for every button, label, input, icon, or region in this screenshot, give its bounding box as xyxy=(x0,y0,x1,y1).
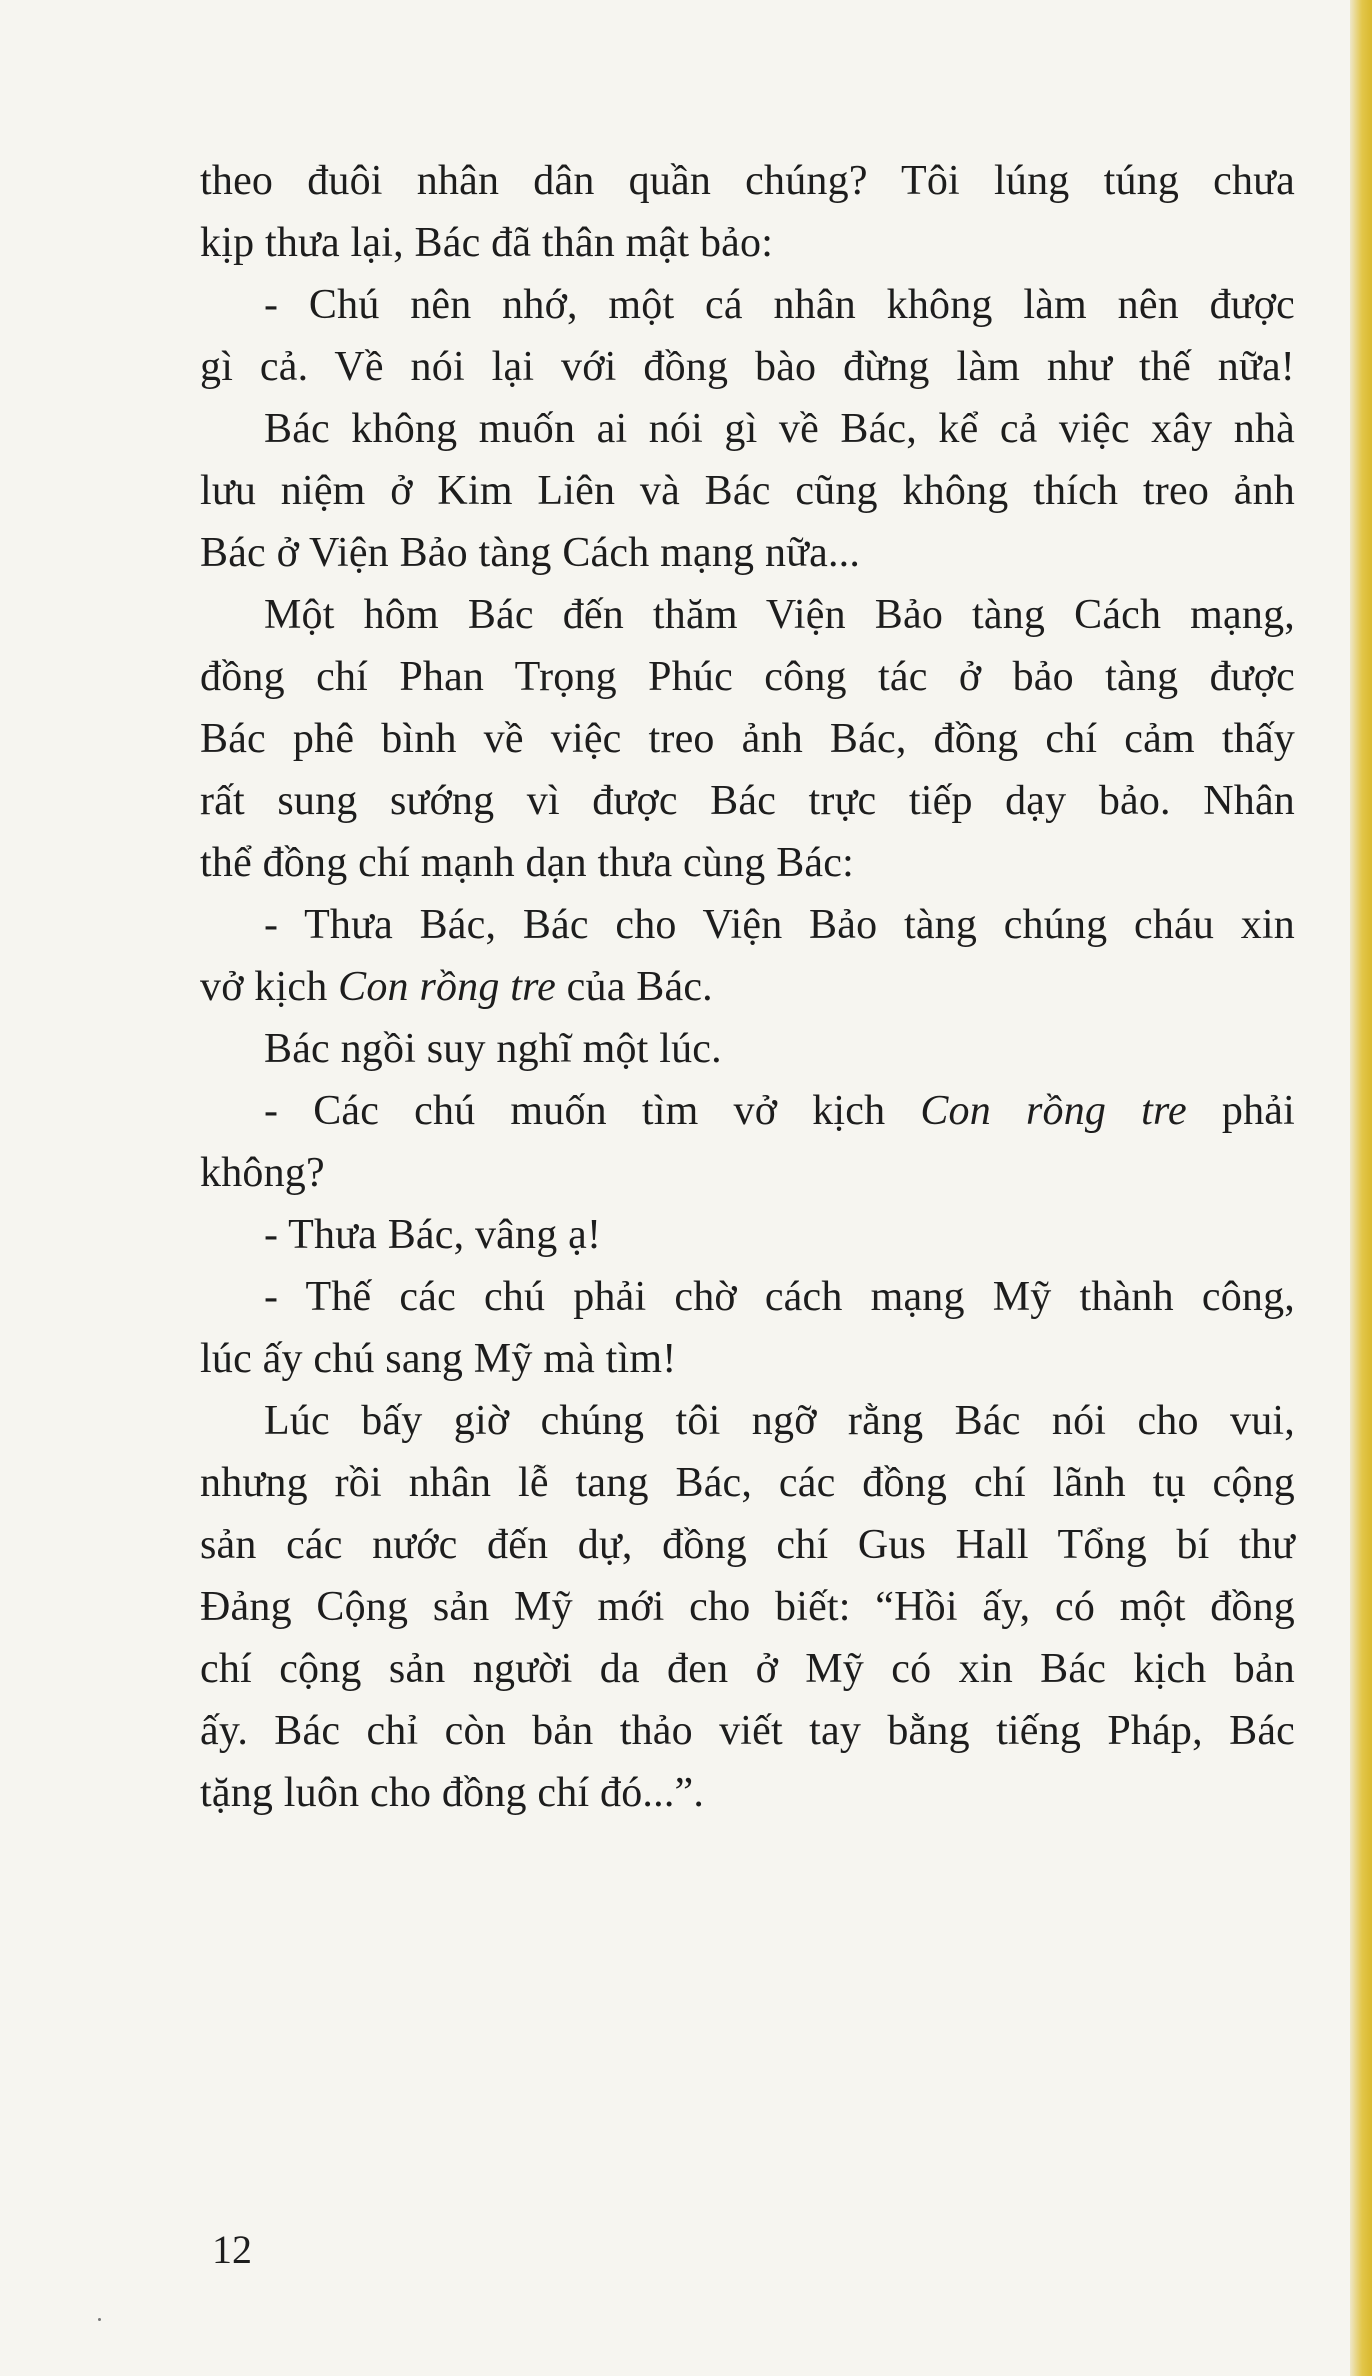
text-line xyxy=(200,956,1295,1018)
paragraph xyxy=(200,150,1295,274)
text-line: - Thưa Bác, Bác cho Viện Bảo tàng chúng cháu xin xyxy=(264,902,1295,948)
text-line: sản các nước đến dự, đồng chí Gus Hall Tổng bí thư xyxy=(200,1522,1295,1568)
paragraph xyxy=(200,1018,1295,1080)
text-line: Bác phê bình về việc treo ảnh Bác, đồng chí cảm thấy xyxy=(200,716,1295,762)
text-line xyxy=(200,1080,1295,1142)
text-run: của Bác. xyxy=(555,964,713,1010)
text-line: thể đồng chí mạnh dạn thưa cùng Bác: xyxy=(200,840,854,886)
paragraph xyxy=(200,398,1295,584)
text-line: Bác ở Viện Bảo tàng Cách mạng nữa... xyxy=(200,530,861,576)
body-text xyxy=(200,150,1295,1824)
paragraph xyxy=(200,584,1295,894)
text-run: phải xyxy=(1186,1088,1295,1134)
text-line: tặng luôn cho đồng chí đó...”. xyxy=(200,1770,705,1816)
text-line: không? xyxy=(200,1150,325,1196)
text-line: đồng chí Phan Trọng Phúc công tác ở bảo tàng được xyxy=(200,654,1295,700)
italic-title: Con rồng tre xyxy=(338,964,556,1010)
page-edge xyxy=(1350,0,1372,2376)
paper-speck xyxy=(98,2318,101,2321)
text-line: Lúc bấy giờ chúng tôi ngỡ rằng Bác nói cho vui, xyxy=(264,1398,1295,1444)
paragraph xyxy=(200,1080,1295,1204)
paragraph xyxy=(200,274,1295,398)
text-run: - Các chú muốn tìm vở kịch xyxy=(264,1088,921,1134)
paragraph xyxy=(200,1204,1295,1266)
text-line: Một hôm Bác đến thăm Viện Bảo tàng Cách mạng, xyxy=(264,592,1295,638)
text-run: vở kịch xyxy=(200,964,339,1010)
text-line: lúc ấy chú sang Mỹ mà tìm! xyxy=(200,1336,677,1382)
text-line: lưu niệm ở Kim Liên và Bác cũng không thích treo ảnh xyxy=(200,468,1295,514)
text-line: nhưng rồi nhân lễ tang Bác, các đồng chí lãnh tụ cộng xyxy=(200,1460,1295,1506)
text-line: rất sung sướng vì được Bác trực tiếp dạy bảo. Nhân xyxy=(200,778,1295,824)
text-line: - Thưa Bác, vâng ạ! xyxy=(264,1212,602,1258)
page-number: 12 xyxy=(212,2227,252,2272)
text-line: - Thế các chú phải chờ cách mạng Mỹ thành công, xyxy=(264,1274,1295,1320)
paragraph xyxy=(200,1390,1295,1824)
paragraph xyxy=(200,1266,1295,1390)
text-line: Bác không muốn ai nói gì về Bác, kể cả việc xây nhà xyxy=(264,406,1295,452)
text-line: ấy. Bác chỉ còn bản thảo viết tay bằng tiếng Pháp, Bác xyxy=(200,1708,1295,1754)
text-line: kịp thưa lại, Bác đã thân mật bảo: xyxy=(200,220,774,266)
text-line: Bác ngồi suy nghĩ một lúc. xyxy=(264,1026,722,1072)
italic-title: Con rồng tre xyxy=(920,1088,1187,1134)
text-line: chí cộng sản người da đen ở Mỹ có xin Bác kịch bản xyxy=(200,1646,1295,1692)
paragraph xyxy=(200,894,1295,1018)
text-line: Đảng Cộng sản Mỹ mới cho biết: “Hồi ấy, có một đồng xyxy=(200,1584,1295,1630)
text-line: - Chú nên nhớ, một cá nhân không làm nên được xyxy=(264,282,1295,328)
text-line: gì cả. Về nói lại với đồng bào đừng làm như thế nữa! xyxy=(200,344,1295,390)
text-line: theo đuôi nhân dân quần chúng? Tôi lúng túng chưa xyxy=(200,158,1295,204)
